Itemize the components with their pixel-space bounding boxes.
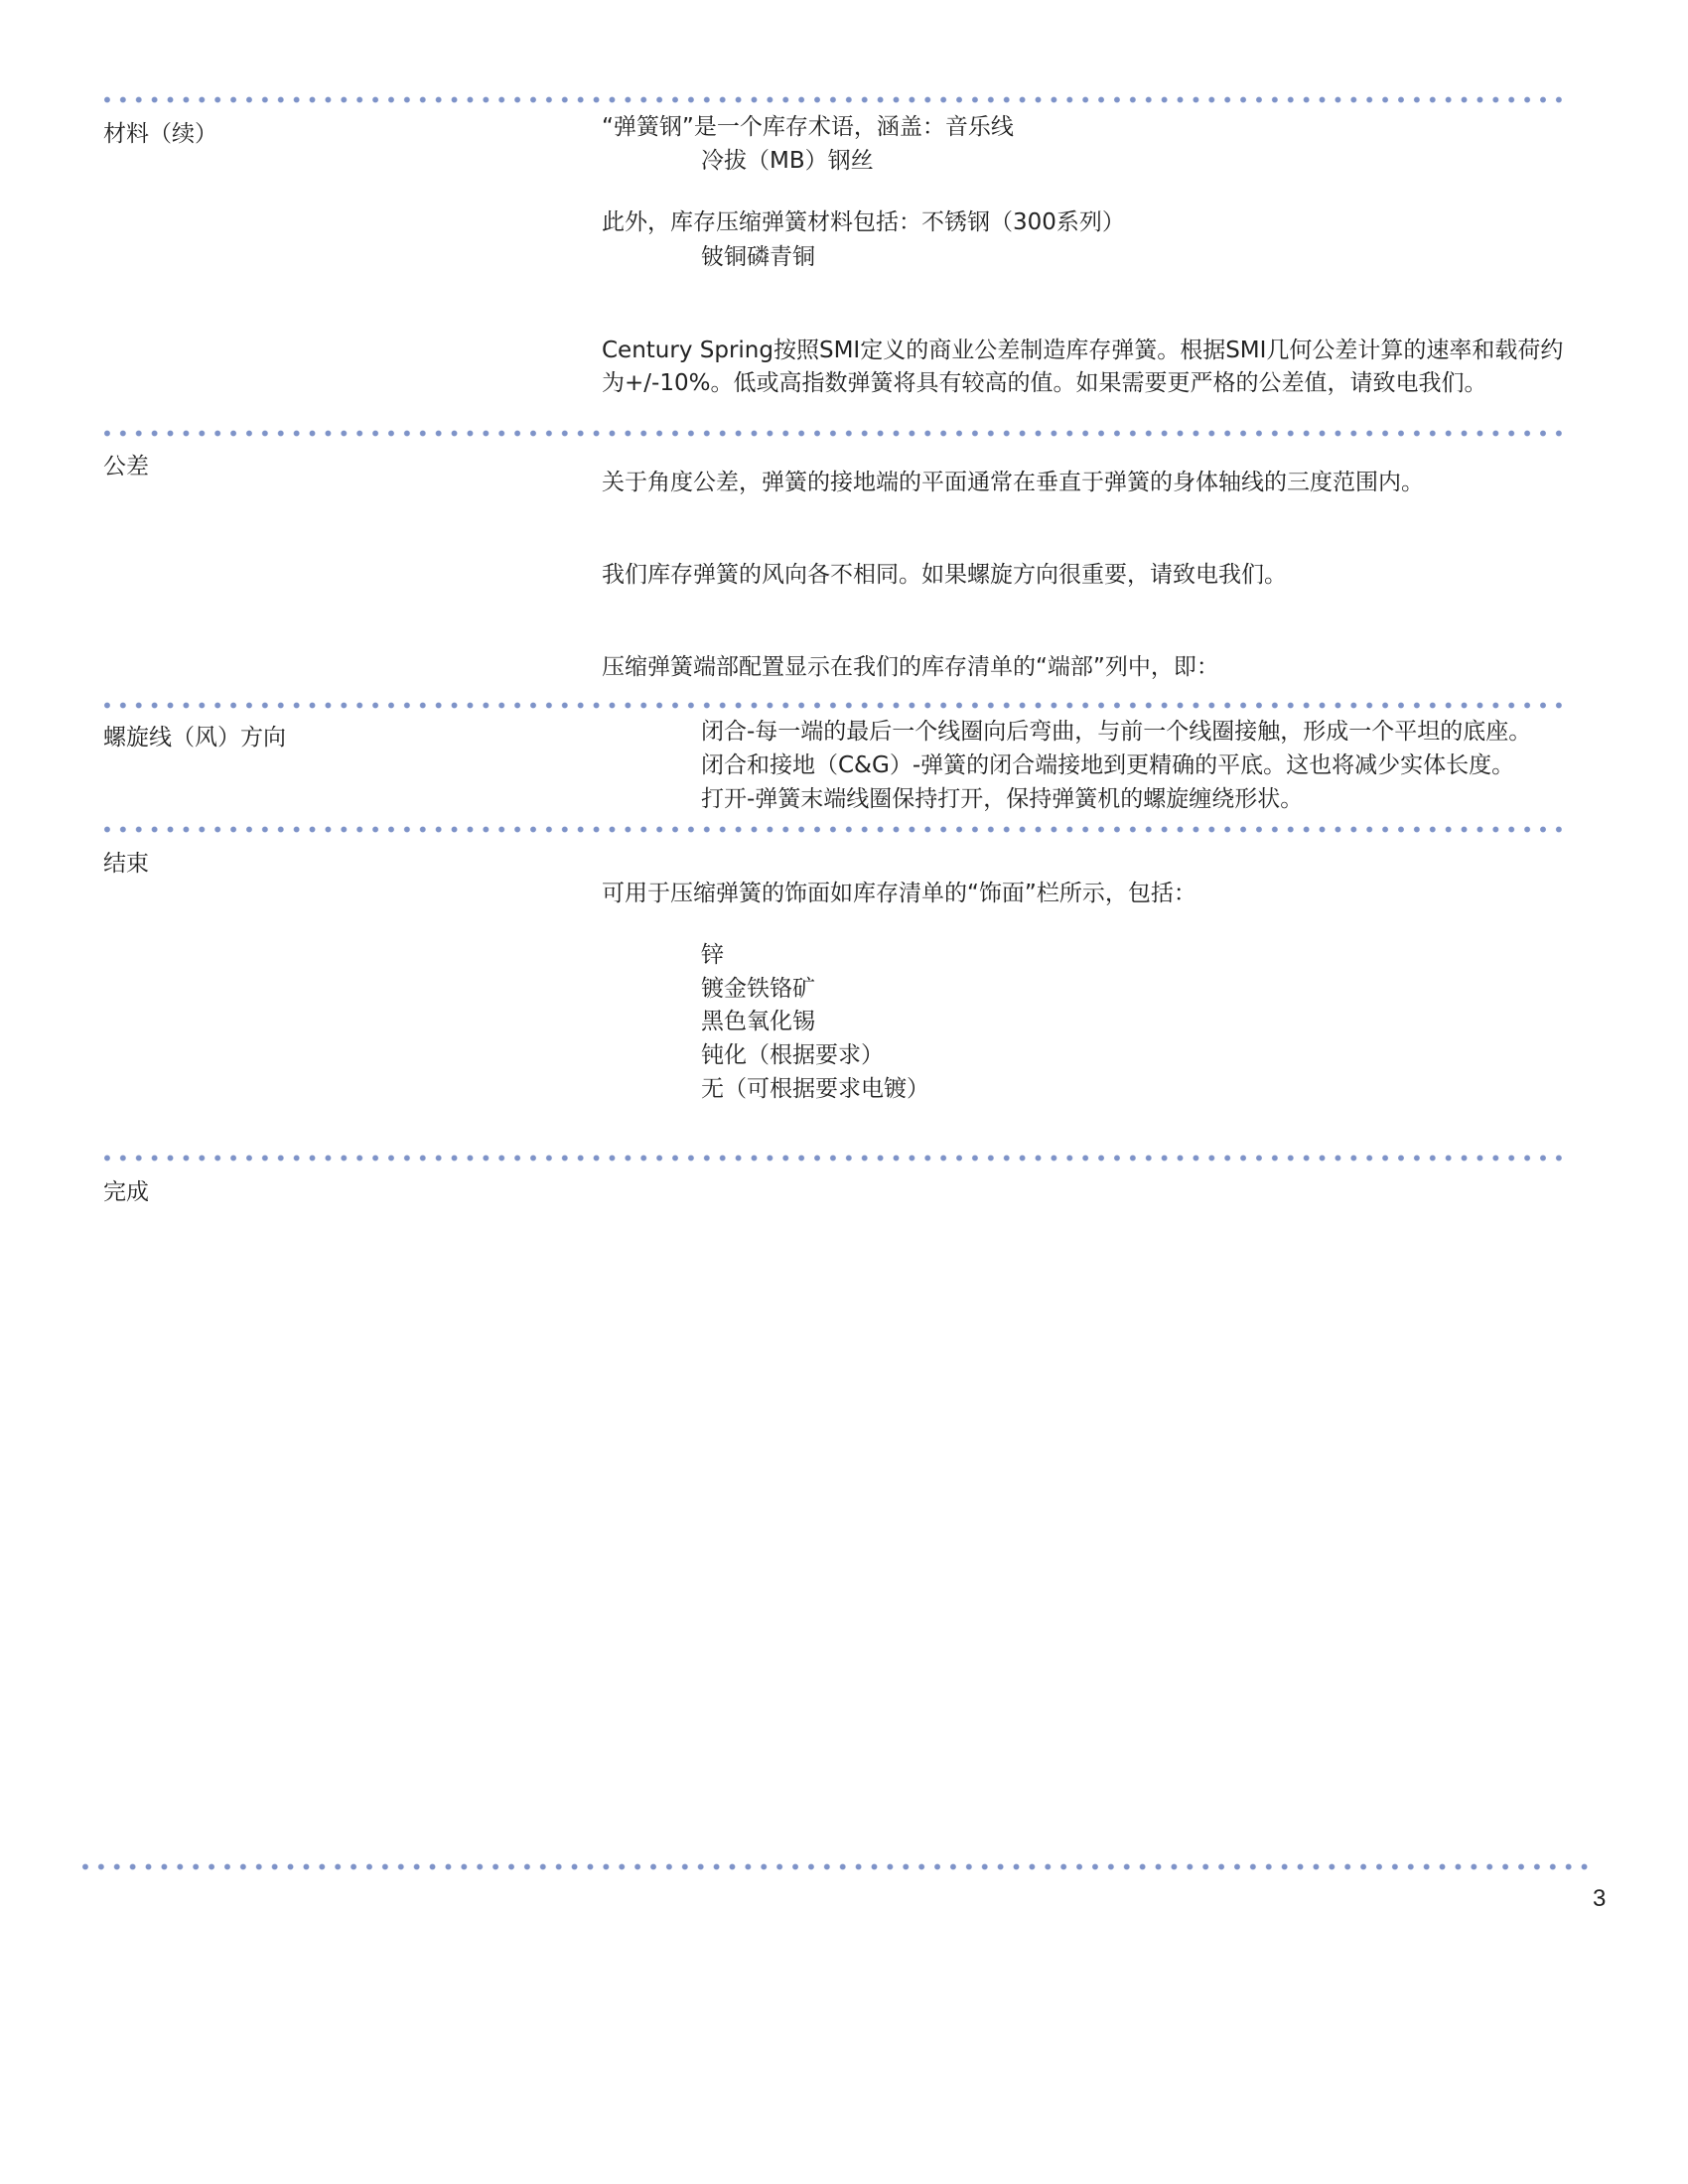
tolerance-note: Century Spring按照SMI定义的商业公差制造库存弹簧。根据SMI几何公差计算的速率和载荷约为+/-10%。低或高指数弹簧将具有较高的值。如果需要更严格的公差值，请致电我们。 — [602, 338, 1564, 396]
section-label-materials: 材料（续） — [103, 121, 217, 147]
angular-tolerance-note: 关于角度公差，弹簧的接地端的平面通常在垂直于弹簧的身体轴线的三度范围内。 — [602, 470, 1424, 495]
section-divider — [99, 96, 1565, 103]
finish-item: 黑色氧化锡 — [701, 1009, 815, 1034]
end-type-item: 闭合-每一端的最后一个线圈向后弯曲，与前一个线圈接触，形成一个平坦的底座。 — [701, 719, 1532, 745]
spring-steel-item: 冷拔（MB）钢丝 — [701, 148, 874, 174]
end-type-item: 闭合和接地（C&G）-弹簧的闭合端接地到更精确的平底。这也将减少实体长度。 — [701, 752, 1515, 778]
finish-item: 镀金铁铬矿 — [701, 976, 815, 1002]
section-label-finish: 结束 — [103, 851, 149, 877]
section-divider — [99, 702, 1565, 709]
finish-item: 锌 — [701, 942, 724, 968]
section-divider — [99, 430, 1565, 437]
finish-item: 钝化（根据要求） — [701, 1042, 884, 1068]
finish-intro: 可用于压缩弹簧的饰面如库存清单的“饰面”栏所示，包括： — [602, 881, 1196, 906]
spring-steel-line: “弹簧钢”是一个库存术语，涵盖：音乐线 — [602, 114, 1014, 140]
page-number: 3 — [1593, 1885, 1607, 1912]
section-label-helix: 螺旋线（风）方向 — [103, 725, 286, 751]
section-label-complete: 完成 — [103, 1179, 149, 1205]
other-materials-line: 此外，库存压缩弹簧材料包括：不锈钢（300系列） — [602, 209, 1125, 235]
end-config-intro: 压缩弹簧端部配置显示在我们的库存清单的“端部”列中，即： — [602, 654, 1219, 680]
finish-item: 无（可根据要求电镀） — [701, 1076, 929, 1102]
wind-direction-note: 我们库存弹簧的风向各不相同。如果螺旋方向很重要，请致电我们。 — [602, 562, 1287, 588]
section-divider — [99, 1155, 1565, 1161]
section-divider — [99, 826, 1565, 833]
section-label-tolerance: 公差 — [103, 454, 149, 479]
end-type-item: 打开-弹簧末端线圈保持打开，保持弹簧机的螺旋缠绕形状。 — [701, 786, 1304, 812]
footer-divider — [77, 1863, 1595, 1870]
other-materials-item: 铍铜磷青铜 — [701, 244, 815, 270]
